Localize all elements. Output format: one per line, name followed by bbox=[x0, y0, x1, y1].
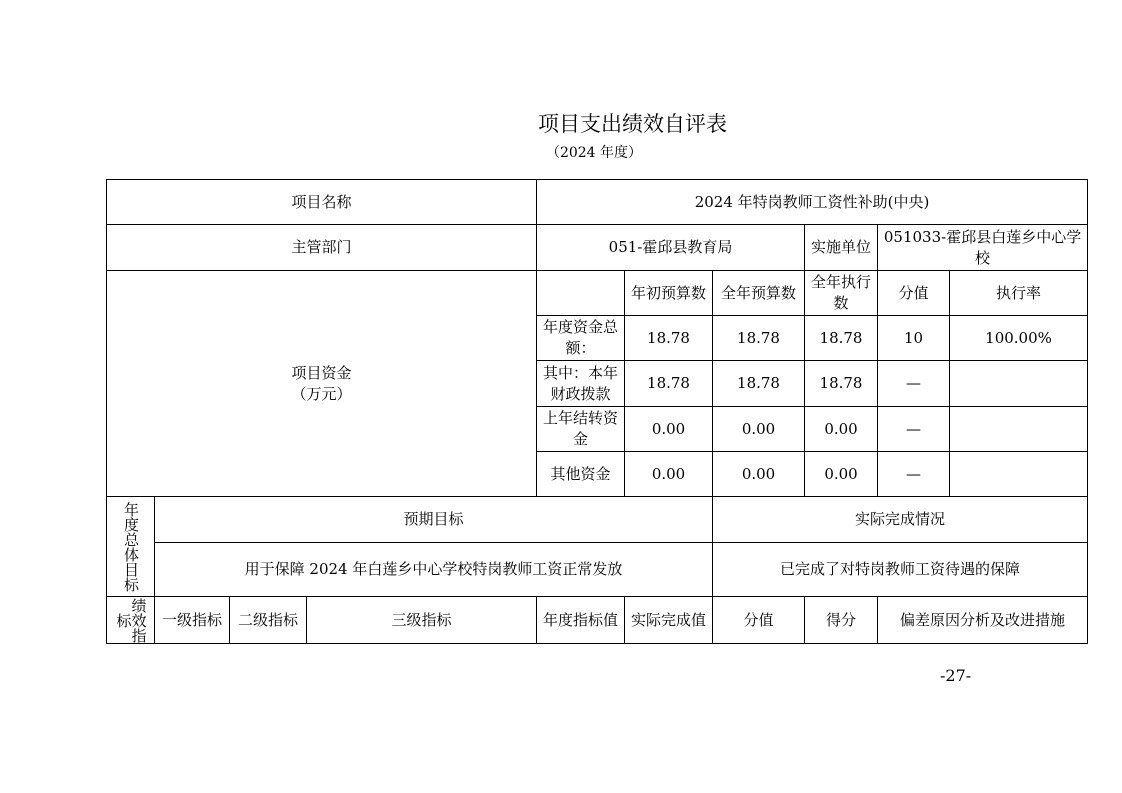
header-executed: 全年执行数 bbox=[805, 271, 878, 316]
expected-goal-header: 预期目标 bbox=[155, 497, 713, 543]
department-row bbox=[107, 225, 1088, 271]
indicator-header-row bbox=[107, 597, 1088, 644]
funds-row-weight: 10 bbox=[878, 316, 950, 361]
funds-row-executed: 0.00 bbox=[805, 452, 878, 497]
actual-completion-header: 实际完成情况 bbox=[713, 497, 1088, 543]
header-execution-rate: 执行率 bbox=[950, 271, 1088, 316]
indicator-weight-header: 分值 bbox=[713, 597, 805, 644]
funds-row-annual: 18.78 bbox=[713, 361, 805, 407]
annual-goal-label-cell bbox=[107, 497, 155, 597]
funds-row-executed: 18.78 bbox=[805, 316, 878, 361]
funds-row-label: 其中：本年财政拨款 bbox=[537, 361, 625, 407]
funds-row-label: 其他资金 bbox=[537, 452, 625, 497]
implementing-unit-label: 实施单位 bbox=[805, 225, 878, 271]
indicator-level1-header: 一级指标 bbox=[155, 597, 230, 644]
funds-header-blank bbox=[537, 271, 625, 316]
funds-row-rate bbox=[950, 452, 1088, 497]
page-number: -27- bbox=[940, 666, 972, 685]
funds-label: 项目资金 （万元） bbox=[107, 271, 537, 497]
indicator-level2-header: 二级指标 bbox=[230, 597, 307, 644]
actual-completion-text: 已完成了对特岗教师工资待遇的保障 bbox=[713, 543, 1088, 597]
header-score-weight: 分值 bbox=[878, 271, 950, 316]
department-label: 主管部门 bbox=[107, 225, 537, 271]
funds-row-initial: 0.00 bbox=[625, 407, 713, 452]
funds-row-weight: — bbox=[878, 452, 950, 497]
indicator-actual-value-header: 实际完成值 bbox=[625, 597, 713, 644]
funds-row-executed: 0.00 bbox=[805, 407, 878, 452]
header-annual-budget: 全年预算数 bbox=[713, 271, 805, 316]
funds-row-initial: 18.78 bbox=[625, 316, 713, 361]
indicator-label: 绩效指标 bbox=[114, 597, 148, 643]
funds-row-initial: 18.78 bbox=[625, 361, 713, 407]
funds-row-rate bbox=[950, 361, 1088, 407]
implementing-unit-value: 051033-霍邱县白莲乡中心学校 bbox=[878, 225, 1088, 271]
page-title: 项目支出绩效自评表 bbox=[538, 112, 727, 136]
funds-row-label: 年度资金总额： bbox=[537, 316, 625, 361]
indicator-score-header: 得分 bbox=[805, 597, 878, 644]
project-name-value: 2024 年特岗教师工资性补助(中央) bbox=[537, 180, 1088, 225]
page-subtitle: （2024 年度） bbox=[545, 145, 643, 161]
funds-row-rate bbox=[950, 407, 1088, 452]
funds-row-weight: — bbox=[878, 361, 950, 407]
performance-table bbox=[106, 179, 1088, 644]
indicator-level3-header: 三级指标 bbox=[307, 597, 537, 644]
indicator-label-cell bbox=[107, 597, 155, 644]
annual-goal-content-row bbox=[107, 543, 1088, 597]
funds-row-rate: 100.00% bbox=[950, 316, 1088, 361]
indicator-annual-value-header: 年度指标值 bbox=[537, 597, 625, 644]
expected-goal-text: 用于保障 2024 年白莲乡中心学校特岗教师工资正常发放 bbox=[155, 543, 713, 597]
funds-row-annual: 18.78 bbox=[713, 316, 805, 361]
annual-goal-header-row bbox=[107, 497, 1088, 543]
funds-row-annual: 0.00 bbox=[713, 452, 805, 497]
funds-header-row bbox=[107, 271, 1088, 316]
header-initial-budget: 年初预算数 bbox=[625, 271, 713, 316]
indicator-analysis-header: 偏差原因分析及改进措施 bbox=[878, 597, 1088, 644]
annual-goal-label: 年度总体目标 bbox=[122, 501, 140, 592]
funds-row-label: 上年结转资金 bbox=[537, 407, 625, 452]
funds-row-weight: — bbox=[878, 407, 950, 452]
project-name-row bbox=[107, 180, 1088, 225]
funds-row-executed: 18.78 bbox=[805, 361, 878, 407]
department-value: 051-霍邱县教育局 bbox=[537, 225, 805, 271]
funds-row-initial: 0.00 bbox=[625, 452, 713, 497]
project-name-label: 项目名称 bbox=[107, 180, 537, 225]
funds-row-annual: 0.00 bbox=[713, 407, 805, 452]
